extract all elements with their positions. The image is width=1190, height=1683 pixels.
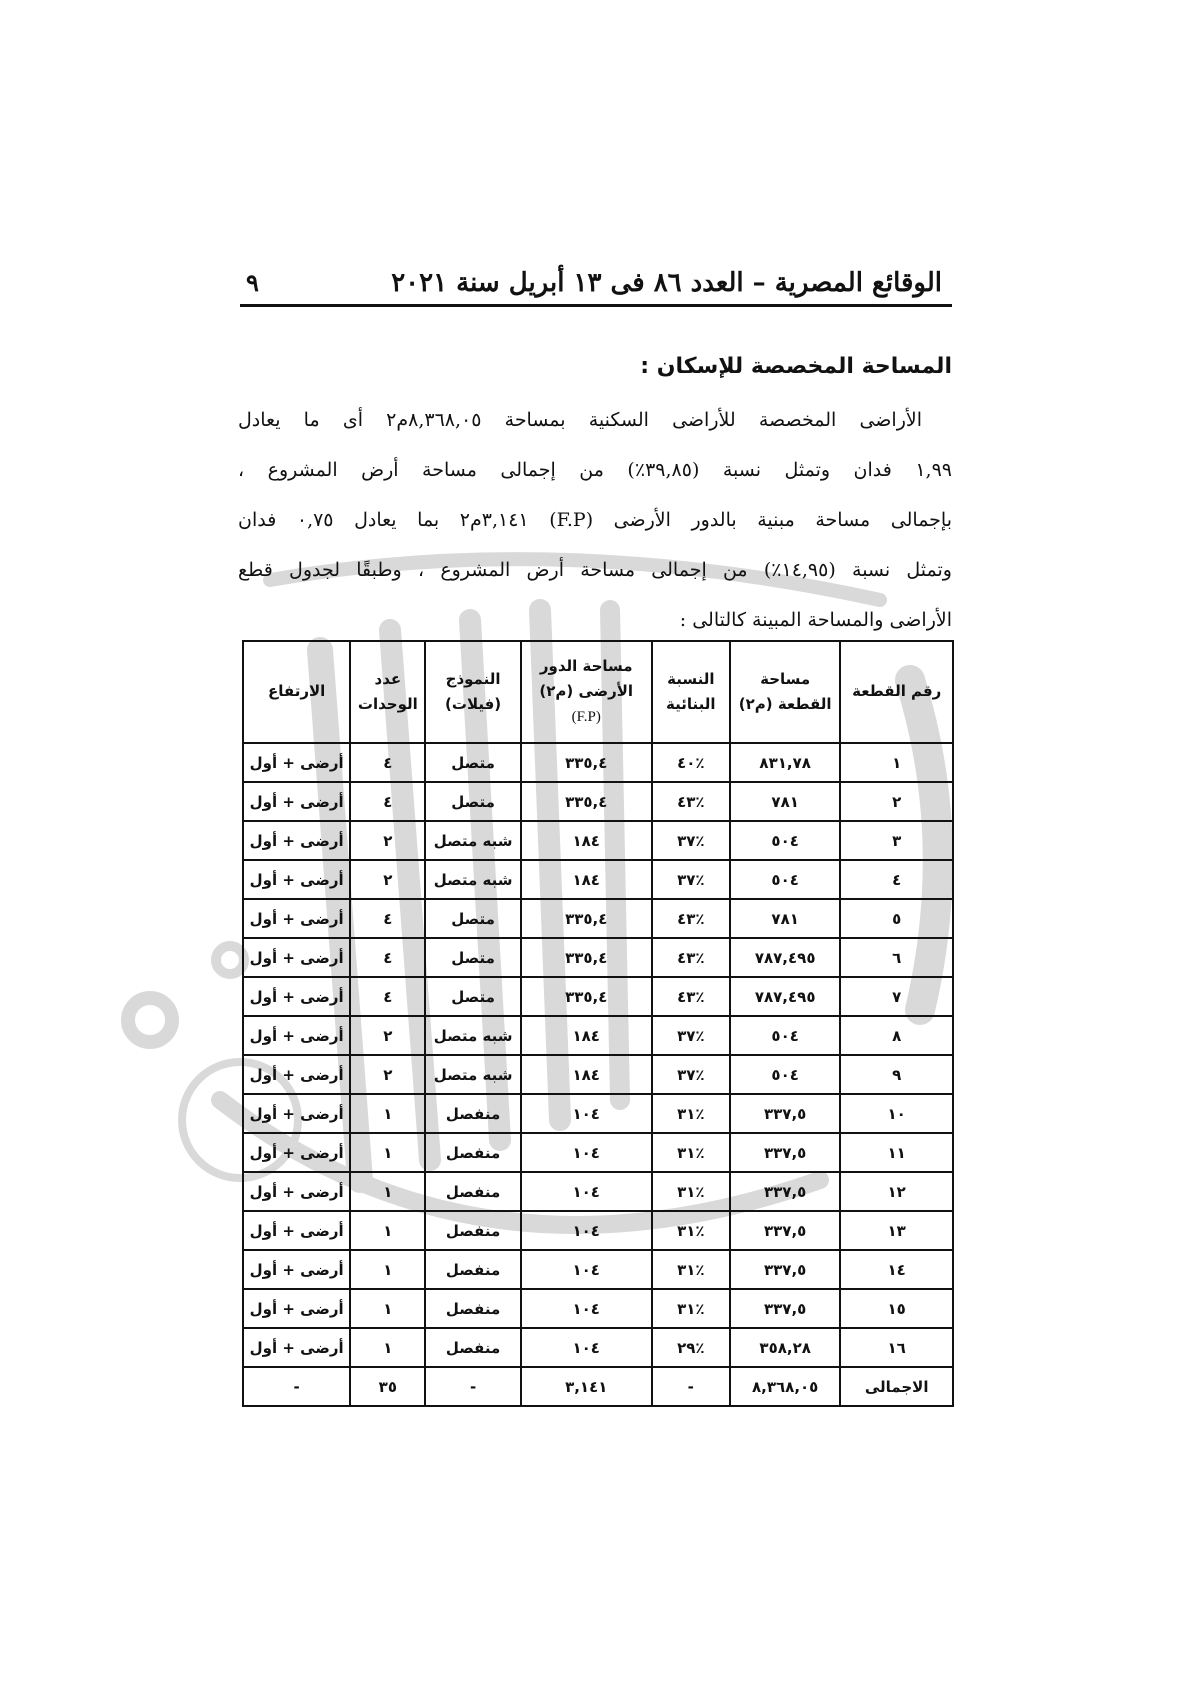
header-ground-area-label: مساحة الدور الأرضى (م٢) xyxy=(539,656,634,701)
cell-height: أرضى + أول xyxy=(243,782,350,821)
cell-model: شبه متصل xyxy=(425,1055,520,1094)
cell-coverage: ٪٤٠ xyxy=(652,743,730,782)
total-cell-ground-area: ٣,١٤١ xyxy=(521,1367,652,1406)
cell-units: ٢ xyxy=(350,821,425,860)
table-row xyxy=(243,1133,953,1172)
cell-plot-no: ١٣ xyxy=(840,1211,953,1250)
cell-units: ١ xyxy=(350,1211,425,1250)
cell-plot-area: ٣٥٨,٢٨ xyxy=(730,1328,840,1367)
cell-coverage: ٪٣١ xyxy=(652,1133,730,1172)
cell-ground-area: ١٠٤ xyxy=(521,1094,652,1133)
cell-plot-no: ٣ xyxy=(840,821,953,860)
cell-coverage: ٪٣٧ xyxy=(652,821,730,860)
page-header xyxy=(240,268,952,307)
cell-plot-no: ٢ xyxy=(840,782,953,821)
header-units: عدد الوحدات xyxy=(350,641,425,743)
cell-ground-area: ١٨٤ xyxy=(521,860,652,899)
total-cell-height: - xyxy=(243,1367,350,1406)
table-row xyxy=(243,1055,953,1094)
cell-plot-no: ١٥ xyxy=(840,1289,953,1328)
cell-ground-area: ١٠٤ xyxy=(521,1172,652,1211)
cell-model: متصل xyxy=(425,977,520,1016)
table-row xyxy=(243,938,953,977)
header-ground-area-fp: (F.P) xyxy=(571,708,601,725)
cell-height: أرضى + أول xyxy=(243,1172,350,1211)
cell-plot-area: ٥٠٤ xyxy=(730,1016,840,1055)
total-cell-plot-area: ٨,٣٦٨,٠٥ xyxy=(730,1367,840,1406)
table-row xyxy=(243,977,953,1016)
cell-height: أرضى + أول xyxy=(243,1328,350,1367)
cell-model: منفصل xyxy=(425,1250,520,1289)
header-ground-area xyxy=(521,641,652,743)
paragraph-line: وتمثل نسبة (١٤,٩٥٪) من إجمالى مساحة أرض المشروع ، وطبقًا لجدول قطع xyxy=(238,559,952,581)
table-total-row xyxy=(243,1367,953,1406)
cell-plot-no: ٥ xyxy=(840,899,953,938)
table-row xyxy=(243,860,953,899)
cell-units: ٢ xyxy=(350,1055,425,1094)
table-row xyxy=(243,782,953,821)
table-row xyxy=(243,821,953,860)
paragraph-line: بإجمالى مساحة مبنية بالدور الأرضى (F.P) ٣,١٤١م٢ بما يعادل ٠,٧٥ فدان xyxy=(238,509,952,531)
cell-units: ٢ xyxy=(350,1016,425,1055)
table-row xyxy=(243,1250,953,1289)
cell-coverage: ٪٣١ xyxy=(652,1172,730,1211)
cell-plot-no: ١٢ xyxy=(840,1172,953,1211)
table-row xyxy=(243,1094,953,1133)
cell-plot-area: ٥٠٤ xyxy=(730,860,840,899)
cell-plot-no: ٨ xyxy=(840,1016,953,1055)
cell-plot-area: ٣٣٧,٥ xyxy=(730,1133,840,1172)
cell-coverage: ٪٣١ xyxy=(652,1211,730,1250)
paragraph-line: ١,٩٩ فدان وتمثل نسبة (٣٩,٨٥٪) من إجمالى مساحة أرض المشروع ، xyxy=(238,459,952,481)
cell-units: ١ xyxy=(350,1094,425,1133)
cell-model: متصل xyxy=(425,899,520,938)
cell-plot-area: ٣٣٧,٥ xyxy=(730,1289,840,1328)
cell-height: أرضى + أول xyxy=(243,1094,350,1133)
cell-coverage: ٪٣٧ xyxy=(652,860,730,899)
cell-ground-area: ٣٣٥,٤ xyxy=(521,782,652,821)
cell-height: أرضى + أول xyxy=(243,1055,350,1094)
cell-plot-no: ٧ xyxy=(840,977,953,1016)
plots-table xyxy=(242,640,954,1407)
cell-ground-area: ١٨٤ xyxy=(521,821,652,860)
cell-model: متصل xyxy=(425,743,520,782)
cell-units: ١ xyxy=(350,1172,425,1211)
cell-plot-area: ٣٣٧,٥ xyxy=(730,1094,840,1133)
cell-coverage: ٪٢٩ xyxy=(652,1328,730,1367)
cell-plot-area: ٣٣٧,٥ xyxy=(730,1172,840,1211)
cell-height: أرضى + أول xyxy=(243,938,350,977)
header-coverage: النسبة البنائية xyxy=(652,641,730,743)
cell-ground-area: ١٨٤ xyxy=(521,1055,652,1094)
header-plot-area: مساحة القطعة (م٢) xyxy=(730,641,840,743)
total-cell-coverage: - xyxy=(652,1367,730,1406)
cell-plot-no: ١٤ xyxy=(840,1250,953,1289)
cell-units: ٤ xyxy=(350,938,425,977)
cell-plot-no: ١١ xyxy=(840,1133,953,1172)
paragraph-line: الأراضى المخصصة للأراضى السكنية بمساحة ٨,٣٦٨,٠٥م٢ أى ما يعادل xyxy=(238,409,922,431)
cell-plot-no: ٤ xyxy=(840,860,953,899)
cell-model: شبه متصل xyxy=(425,821,520,860)
cell-model: منفصل xyxy=(425,1133,520,1172)
cell-ground-area: ٣٣٥,٤ xyxy=(521,899,652,938)
cell-plot-area: ٣٣٧,٥ xyxy=(730,1250,840,1289)
table-row xyxy=(243,1289,953,1328)
cell-coverage: ٪٣١ xyxy=(652,1289,730,1328)
cell-coverage: ٪٣٧ xyxy=(652,1016,730,1055)
cell-units: ١ xyxy=(350,1250,425,1289)
cell-model: منفصل xyxy=(425,1211,520,1250)
cell-coverage: ٪٣١ xyxy=(652,1250,730,1289)
cell-units: ٢ xyxy=(350,860,425,899)
cell-units: ١ xyxy=(350,1289,425,1328)
section-paragraph xyxy=(238,395,952,645)
section-heading: المساحة المخصصة للإسكان : xyxy=(640,354,952,379)
cell-units: ٤ xyxy=(350,743,425,782)
cell-ground-area: ١٨٤ xyxy=(521,1016,652,1055)
cell-model: شبه متصل xyxy=(425,860,520,899)
cell-coverage: ٪٣١ xyxy=(652,1094,730,1133)
cell-units: ٤ xyxy=(350,977,425,1016)
cell-model: منفصل xyxy=(425,1094,520,1133)
header-height: الارتفاع xyxy=(243,641,350,743)
cell-plot-area: ٧٨١ xyxy=(730,782,840,821)
cell-height: أرضى + أول xyxy=(243,1289,350,1328)
cell-units: ٤ xyxy=(350,899,425,938)
cell-ground-area: ١٠٤ xyxy=(521,1289,652,1328)
cell-plot-no: ١٦ xyxy=(840,1328,953,1367)
cell-plot-area: ٧٨٧,٤٩٥ xyxy=(730,938,840,977)
cell-units: ١ xyxy=(350,1328,425,1367)
table-row xyxy=(243,743,953,782)
cell-height: أرضى + أول xyxy=(243,1016,350,1055)
page-number: ٩ xyxy=(246,268,259,297)
cell-plot-no: ٩ xyxy=(840,1055,953,1094)
cell-ground-area: ٣٣٥,٤ xyxy=(521,938,652,977)
gazette-title: الوقائع المصرية – العدد ٨٦ فى ١٣ أبريل سنة ٢٠٢١ xyxy=(391,268,942,298)
cell-plot-area: ٣٣٧,٥ xyxy=(730,1211,840,1250)
cell-plot-area: ٥٠٤ xyxy=(730,1055,840,1094)
cell-plot-area: ٥٠٤ xyxy=(730,821,840,860)
cell-height: أرضى + أول xyxy=(243,1250,350,1289)
table-row xyxy=(243,899,953,938)
cell-height: أرضى + أول xyxy=(243,1211,350,1250)
cell-ground-area: ٣٣٥,٤ xyxy=(521,743,652,782)
table-row xyxy=(243,1328,953,1367)
cell-plot-no: ١٠ xyxy=(840,1094,953,1133)
header-model: النموذج (فيلات) xyxy=(425,641,520,743)
cell-ground-area: ٣٣٥,٤ xyxy=(521,977,652,1016)
table-body xyxy=(243,743,953,1406)
cell-model: منفصل xyxy=(425,1328,520,1367)
cell-model: شبه متصل xyxy=(425,1016,520,1055)
cell-height: أرضى + أول xyxy=(243,821,350,860)
cell-model: متصل xyxy=(425,938,520,977)
cell-plot-area: ٧٨٧,٤٩٥ xyxy=(730,977,840,1016)
cell-ground-area: ١٠٤ xyxy=(521,1211,652,1250)
cell-height: أرضى + أول xyxy=(243,1133,350,1172)
cell-ground-area: ١٠٤ xyxy=(521,1250,652,1289)
cell-units: ١ xyxy=(350,1133,425,1172)
cell-units: ٤ xyxy=(350,782,425,821)
cell-coverage: ٪٤٣ xyxy=(652,782,730,821)
cell-coverage: ٪٤٣ xyxy=(652,977,730,1016)
cell-height: أرضى + أول xyxy=(243,860,350,899)
cell-height: أرضى + أول xyxy=(243,899,350,938)
cell-coverage: ٪٣٧ xyxy=(652,1055,730,1094)
cell-plot-no: ٦ xyxy=(840,938,953,977)
table-header-row xyxy=(243,641,953,743)
cell-height: أرضى + أول xyxy=(243,977,350,1016)
cell-model: منفصل xyxy=(425,1289,520,1328)
cell-plot-no: ١ xyxy=(840,743,953,782)
cell-model: منفصل xyxy=(425,1172,520,1211)
total-cell-units: ٣٥ xyxy=(350,1367,425,1406)
cell-ground-area: ١٠٤ xyxy=(521,1328,652,1367)
paragraph-line: الأراضى والمساحة المبينة كالتالى : xyxy=(679,609,952,631)
cell-height: أرضى + أول xyxy=(243,743,350,782)
total-cell-model: - xyxy=(425,1367,520,1406)
cell-coverage: ٪٤٣ xyxy=(652,899,730,938)
table-row xyxy=(243,1016,953,1055)
total-cell-plot-no: الاجمالى xyxy=(840,1367,953,1406)
cell-model: متصل xyxy=(425,782,520,821)
table-row xyxy=(243,1172,953,1211)
table-row xyxy=(243,1211,953,1250)
cell-plot-area: ٧٨١ xyxy=(730,899,840,938)
cell-coverage: ٪٤٣ xyxy=(652,938,730,977)
cell-plot-area: ٨٣١,٧٨ xyxy=(730,743,840,782)
header-plot-no: رقم القطعة xyxy=(840,641,953,743)
cell-ground-area: ١٠٤ xyxy=(521,1133,652,1172)
